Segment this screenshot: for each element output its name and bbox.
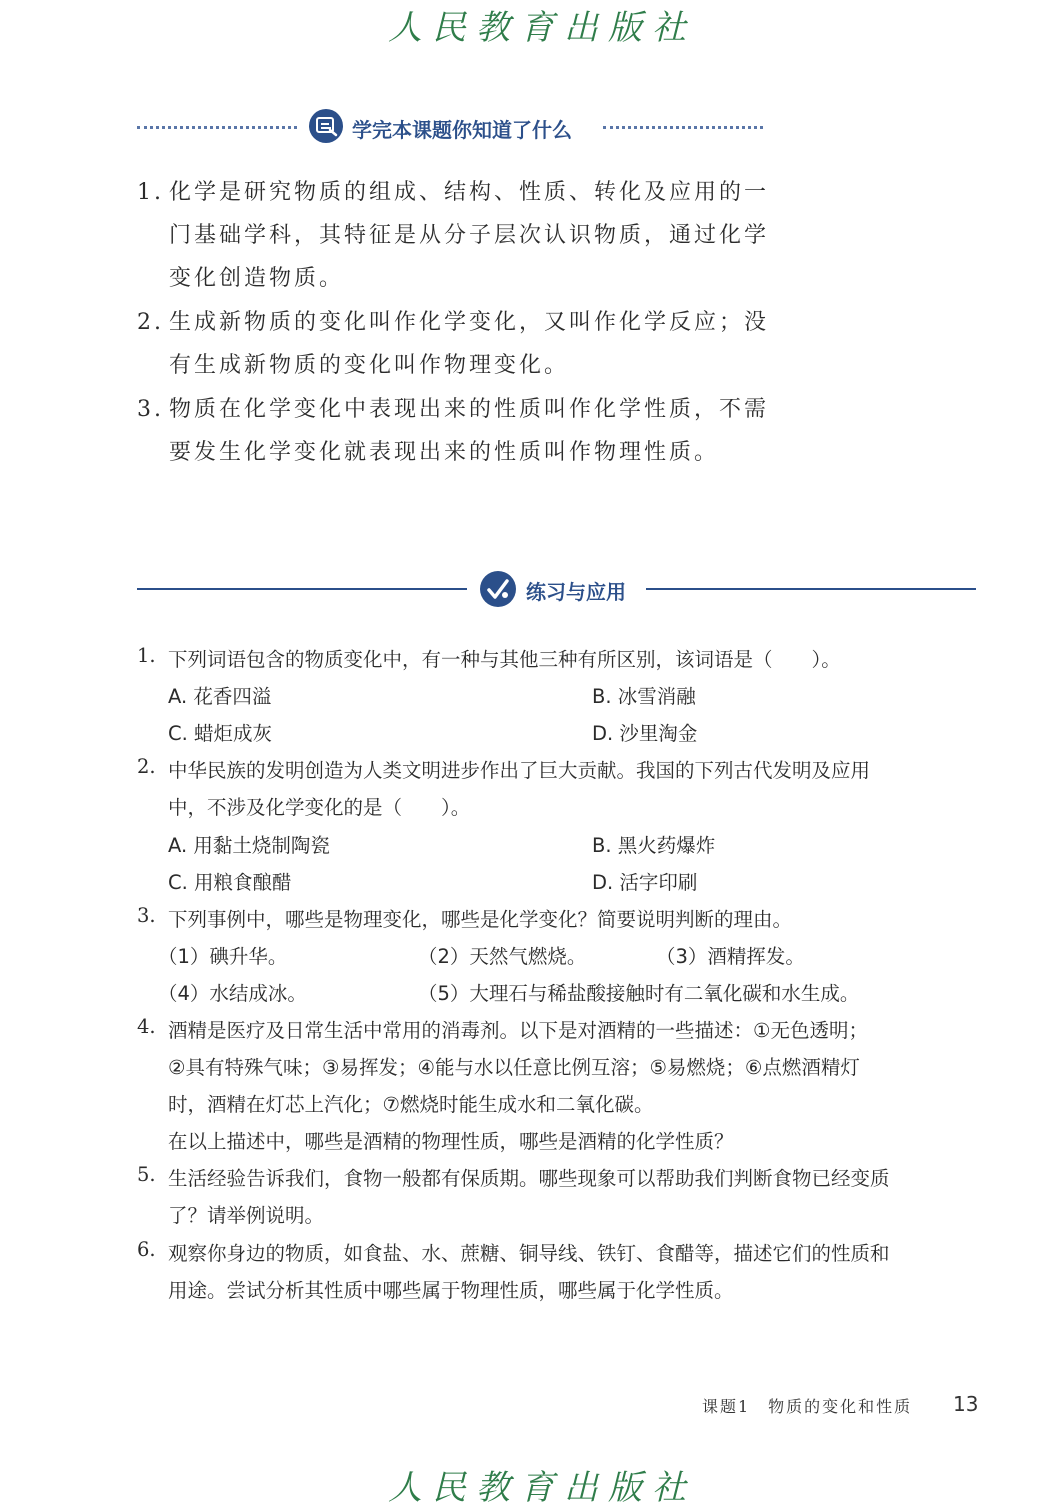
q2-option-b: B. 黑火药爆炸 (592, 834, 716, 857)
exercise-title: 练习与应用 (526, 580, 626, 604)
question-1-text: 下列词语包含的物质变化中，有一种与其他三种有所区别，该词语是（ ）。 (168, 648, 841, 671)
question-number: 4. (137, 1015, 156, 1038)
pencil-check-icon (479, 570, 517, 608)
q3-case-2: （2）天然气燃烧。 (418, 945, 587, 968)
q2-option-a: A. 用黏土烧制陶瓷 (168, 834, 330, 857)
question-number: 3. (137, 904, 156, 927)
question-number: 6. (137, 1238, 156, 1261)
summary-item-number: 1. (137, 180, 164, 205)
q1-option-d: D. 沙里淘金 (592, 722, 698, 745)
q3-case-3: （3）酒精挥发。 (656, 945, 805, 968)
summary-line: 化学是研究物质的组成、结构、性质、转化及应用的一 (169, 180, 770, 205)
summary-line: 要发生化学变化就表现出来的性质叫作物理性质。 (169, 440, 720, 465)
summary-item-number: 2. (137, 310, 164, 335)
q2-option-d: D. 活字印刷 (592, 871, 698, 894)
header-dotted-line-right (603, 126, 763, 129)
book-hand-icon (308, 108, 344, 144)
footer-lesson-title: 课题1 物质的变化和性质 (702, 1397, 913, 1416)
header-dotted-line-left (137, 126, 297, 129)
question-4-text-cont: 时，酒精在灯芯上汽化；⑦燃烧时能生成水和二氧化碳。 (168, 1093, 654, 1116)
summary-line: 变化创造物质。 (169, 266, 345, 291)
exercise-header-line-left (137, 588, 467, 590)
question-5-text: 生活经验告诉我们，食物一般都有保质期。哪些现象可以帮助我们判断食物已经变质 (168, 1167, 890, 1190)
publisher-logo-bottom: 人民教育出版社 (388, 1468, 696, 1508)
q1-option-c: C. 蜡炬成灰 (168, 722, 273, 745)
question-number: 2. (137, 755, 156, 778)
q2-option-c: C. 用粮食酿醋 (168, 871, 292, 894)
summary-title: 学完本课题你知道了什么 (352, 118, 572, 142)
summary-line: 生成新物质的变化叫作化学变化，又叫作化学反应；没 (169, 310, 770, 335)
q1-option-b: B. 冰雪消融 (592, 685, 696, 708)
q1-option-a: A. 花香四溢 (168, 685, 272, 708)
q3-case-5: （5）大理石与稀盐酸接触时有二氧化碳和水生成。 (418, 982, 860, 1005)
publisher-logo-top: 人民教育出版社 (388, 8, 696, 48)
question-2-text: 中华民族的发明创造为人类文明进步作出了巨大贡献。我国的下列古代发明及应用 (168, 759, 871, 782)
summary-line: 物质在化学变化中表现出来的性质叫作化学性质，不需 (169, 397, 770, 422)
page-number: 13 (953, 1392, 979, 1416)
summary-item-number: 3. (137, 397, 164, 422)
question-number: 5. (137, 1163, 156, 1186)
question-4-prompt: 在以上描述中，哪些是酒精的物理性质，哪些是酒精的化学性质？ (168, 1130, 734, 1153)
question-3-text: 下列事例中，哪些是物理变化，哪些是化学变化？简要说明判断的理由。 (168, 908, 793, 931)
q3-case-1: （1）碘升华。 (158, 945, 288, 968)
summary-line: 门基础学科，其特征是从分子层次认识物质，通过化学 (169, 223, 770, 248)
question-6-text: 观察你身边的物质，如食盐、水、蔗糖、铜导线、铁钉、食醋等，描述它们的性质和 (168, 1242, 890, 1265)
question-6-text-cont: 用途。尝试分析其性质中哪些属于物理性质，哪些属于化学性质。 (168, 1279, 734, 1302)
question-2-text-cont: 中，不涉及化学变化的是（ ）。 (168, 796, 471, 819)
exercise-header-line-right (646, 588, 976, 590)
question-4-text: 酒精是医疗及日常生活中常用的消毒剂。以下是对酒精的一些描述：①无色透明； (168, 1019, 868, 1042)
question-4-text-cont: ②具有特殊气味；③易挥发；④能与水以任意比例互溶；⑤易燃烧；⑥点燃酒精灯 (168, 1056, 860, 1079)
q3-case-4: （4）水结成冰。 (158, 982, 307, 1005)
question-number: 1. (137, 644, 156, 667)
question-5-text-cont: 了？请举例说明。 (168, 1204, 325, 1227)
summary-line: 有生成新物质的变化叫作物理变化。 (169, 353, 570, 378)
